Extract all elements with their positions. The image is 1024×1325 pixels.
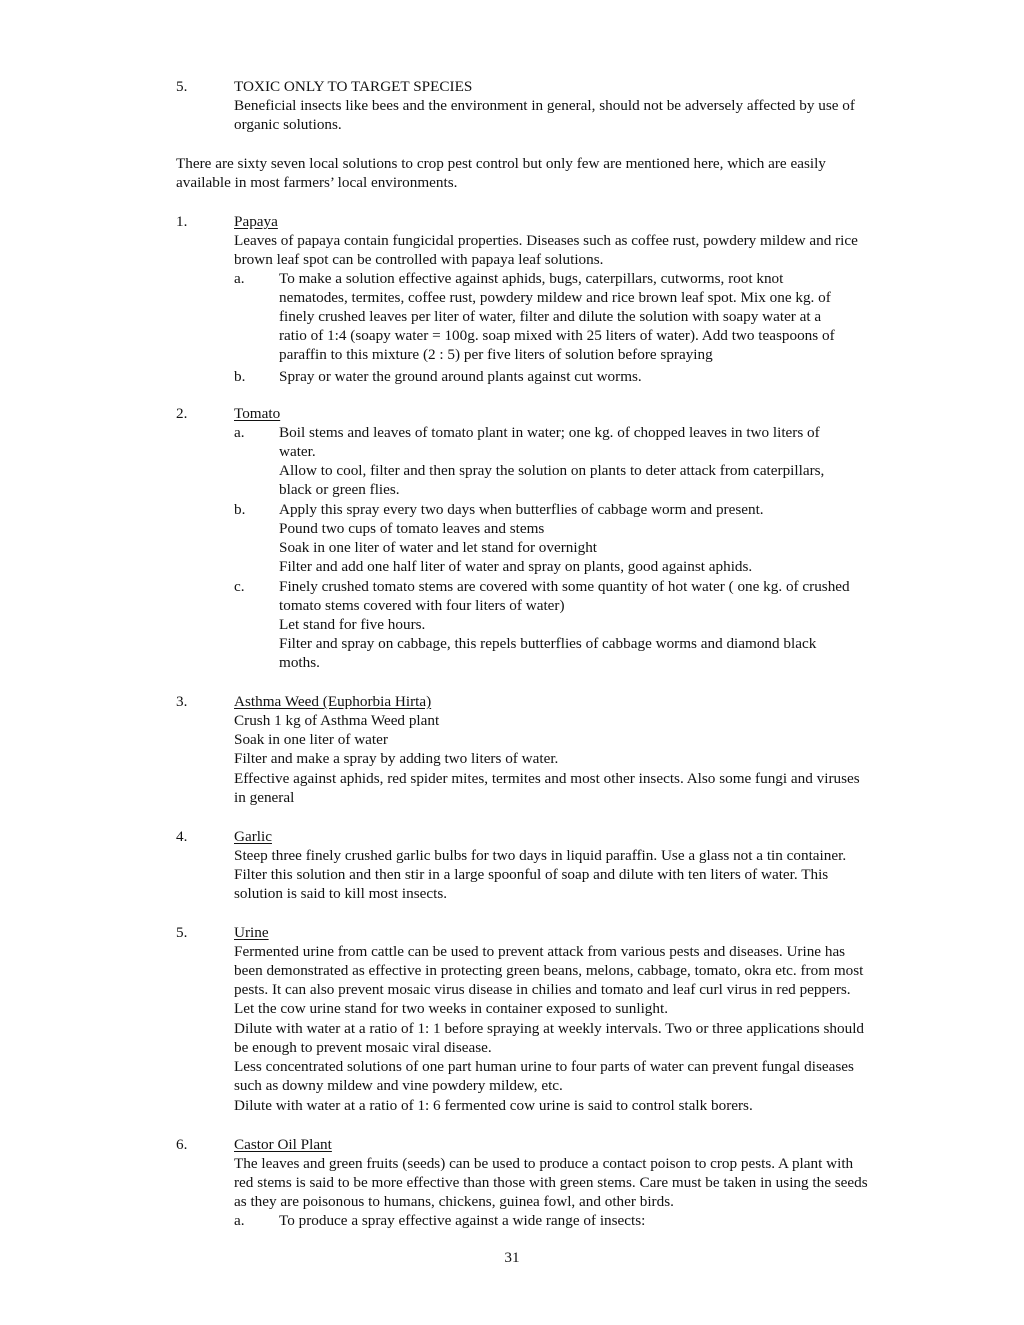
section-number: 2. [176, 405, 188, 422]
section-number: 6. [176, 1136, 188, 1153]
section-title: Papaya [234, 213, 278, 230]
paragraph-line: solution is said to kill most insects. [234, 885, 448, 902]
paragraph-line: Beneficial insects like bees and the environment in general, should not be adversely affected by use of [234, 97, 855, 114]
paragraph-line: such as downy mildew and vine powdery mildew, etc. [234, 1077, 563, 1094]
paragraph-line: Filter and make a spray by adding two liters of water. [234, 750, 559, 767]
sub-line: Soak in one liter of water and let stand for overnight [279, 539, 598, 556]
sub-letter: c. [234, 578, 245, 595]
sub-line: To produce a spray effective against a wide range of insects: [279, 1212, 646, 1229]
sub-line: Pound two cups of tomato leaves and stems [279, 520, 545, 537]
section-number: 5. [176, 924, 188, 941]
sub-line: water. [279, 443, 316, 460]
sub-letter: a. [234, 270, 245, 287]
sub-line: Filter and spray on cabbage, this repels butterflies of cabbage worms and diamond black [279, 635, 817, 652]
paragraph-line: organic solutions. [234, 116, 342, 133]
intro-line: There are sixty seven local solutions to crop pest control but only few are mentioned here, which are easily [176, 155, 826, 172]
paragraph-line: Steep three finely crushed garlic bulbs for two days in liquid paraffin. Use a glass not a tin container. [234, 847, 847, 864]
sub-line: nematodes, termites, coffee rust, powdery mildew and rice brown leaf spot. Mix one kg. of [279, 289, 831, 306]
page-number: 31 [504, 1249, 520, 1266]
section-number: 1. [176, 213, 188, 230]
paragraph-line: Crush 1 kg of Asthma Weed plant [234, 712, 440, 729]
sub-line: Boil stems and leaves of tomato plant in water; one kg. of chopped leaves in two liters of [279, 424, 820, 441]
sub-line: moths. [279, 654, 320, 671]
paragraph-line: in general [234, 789, 295, 806]
sub-letter: b. [234, 501, 246, 518]
paragraph-line: be enough to prevent mosaic viral disease. [234, 1039, 492, 1056]
sub-line: To make a solution effective against aphids, bugs, caterpillars, cutworms, root knot [279, 270, 784, 287]
paragraph-line: Filter this solution and then stir in a large spoonful of soap and dilute with ten liters of water. This [234, 866, 829, 883]
paragraph-line: Dilute with water at a ratio of 1: 6 fermented cow urine is said to control stalk borers. [234, 1097, 753, 1114]
paragraph-line: as they are poisonous to humans, chickens, guinea fowl, and other birds. [234, 1193, 674, 1210]
sub-letter: a. [234, 1212, 245, 1229]
sub-line: paraffin to this mixture (2 : 5) per five liters of solution before spraying [279, 346, 713, 363]
paragraph-line: Fermented urine from cattle can be used to prevent attack from various pests and diseases. Urine has [234, 943, 846, 960]
sub-line: tomato stems covered with four liters of water) [279, 597, 565, 614]
section-title: Castor Oil Plant [234, 1136, 332, 1153]
item-number: 5. [176, 78, 188, 95]
paragraph-line: been demonstrated as effective in protecting green beans, melons, cabbage, tomato, okra etc. from most [234, 962, 864, 979]
section-title: Urine [234, 924, 269, 941]
paragraph-line: Leaves of papaya contain fungicidal properties. Diseases such as coffee rust, powdery mildew and rice [234, 232, 858, 249]
section-title: Asthma Weed (Euphorbia Hirta) [234, 693, 432, 710]
sub-line: Filter and add one half liter of water and spray on plants, good against aphids. [279, 558, 753, 575]
sub-line: Finely crushed tomato stems are covered with some quantity of hot water ( one kg. of crushed [279, 578, 850, 595]
paragraph-line: The leaves and green fruits (seeds) can be used to produce a contact poison to crop pests. A plant with [234, 1155, 854, 1172]
paragraph-line: red stems is said to be more effective than those with green stems. Care must be taken in using the seeds [234, 1174, 868, 1191]
section-number: 4. [176, 828, 188, 845]
paragraph-line: brown leaf spot can be controlled with papaya leaf solutions. [234, 251, 604, 268]
sub-line: Let stand for five hours. [279, 616, 426, 633]
item-heading: TOXIC ONLY TO TARGET SPECIES [234, 78, 473, 95]
sub-letter: b. [234, 368, 246, 385]
paragraph-line: Effective against aphids, red spider mites, termites and most other insects. Also some fungi and viruses [234, 770, 860, 787]
paragraph-line: Let the cow urine stand for two weeks in container exposed to sunlight. [234, 1000, 669, 1017]
section-title: Tomato [234, 405, 281, 422]
section-number: 3. [176, 693, 188, 710]
paragraph-line: Soak in one liter of water [234, 731, 388, 748]
sub-line: ratio of 1:4 (soapy water = 100g. soap mixed with 25 liters of water). Add two teaspoons of [279, 327, 835, 344]
sub-line: finely crushed leaves per liter of water, filter and dilute the solution with soapy water at a [279, 308, 822, 325]
sub-line: Apply this spray every two days when butterflies of cabbage worm and present. [279, 501, 764, 518]
paragraph-line: Less concentrated solutions of one part human urine to four parts of water can prevent fungal diseases [234, 1058, 854, 1075]
sub-letter: a. [234, 424, 245, 441]
sub-line: Allow to cool, filter and then spray the solution on plants to deter attack from caterpillars, [279, 462, 825, 479]
intro-line: available in most farmers’ local environments. [176, 174, 458, 191]
sub-line: black or green flies. [279, 481, 400, 498]
paragraph-line: Dilute with water at a ratio of 1: 1 before spraying at weekly intervals. Two or three applications should [234, 1020, 865, 1037]
section-title: Garlic [234, 828, 272, 845]
paragraph-line: pests. It can also prevent mosaic virus disease in chilies and tomato and leaf curl virus in red peppers. [234, 981, 851, 998]
sub-line: Spray or water the ground around plants against cut worms. [279, 368, 642, 385]
